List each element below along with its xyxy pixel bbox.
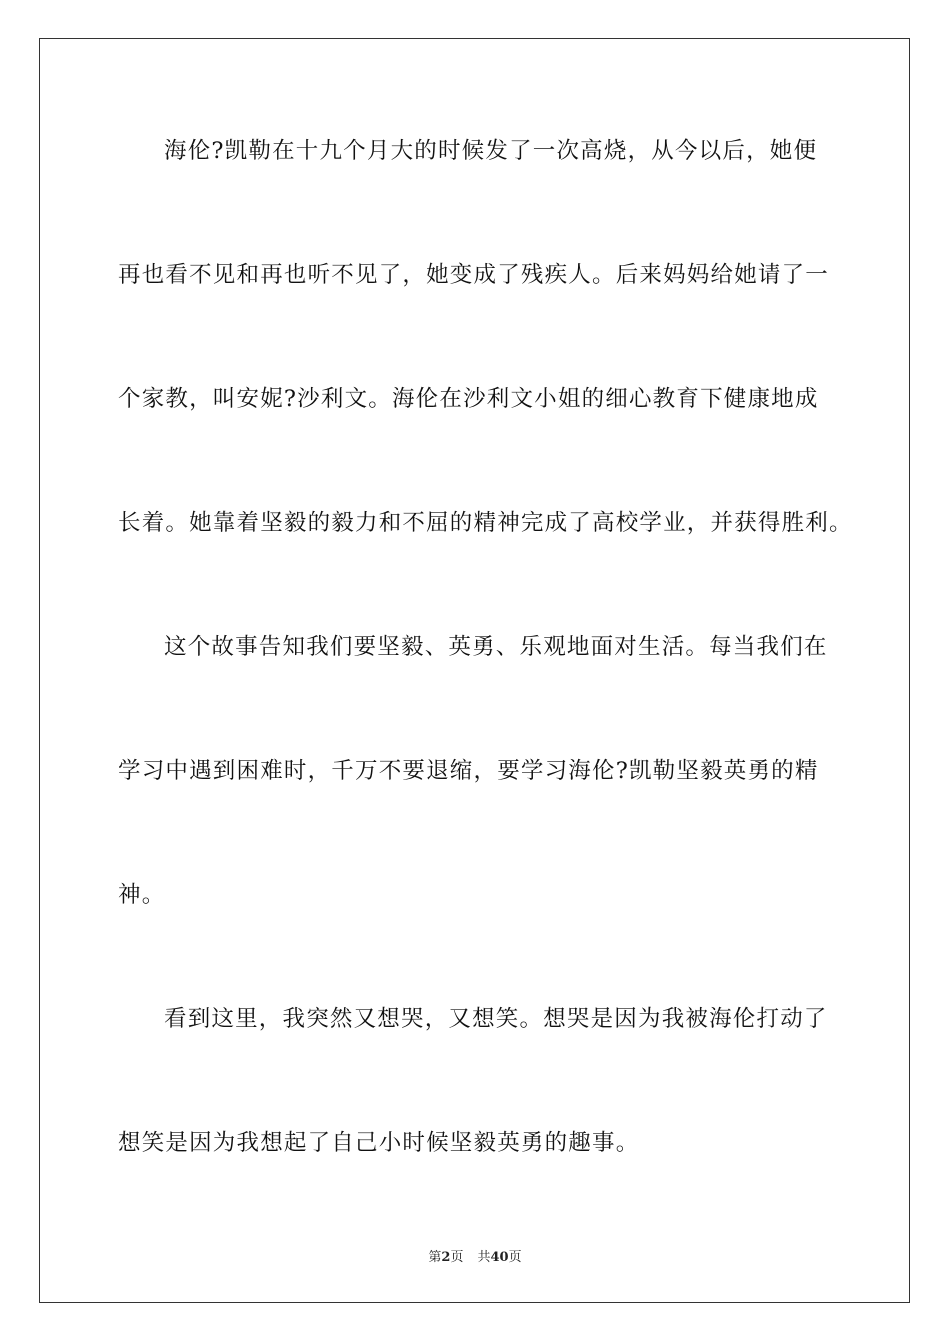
- page-footer: [0, 1246, 950, 1265]
- page-suffix: 页: [450, 1250, 464, 1265]
- paragraph-line: 看到这里，我突然又想哭，又想笑。想哭是因为我被海伦打动了: [164, 1006, 828, 1032]
- paragraph-line: 再也看不见和再也听不见了，她变成了残疾人。后来妈妈给她请了一: [118, 262, 830, 288]
- paragraph-line: 神。: [118, 882, 166, 908]
- paragraph-line: 长着。她靠着坚毅的毅力和不屈的精神完成了高校学业，并获得胜利。: [118, 510, 853, 536]
- total-suffix: 页: [508, 1250, 522, 1265]
- page-prefix: 第: [428, 1250, 442, 1265]
- page-frame: [39, 38, 910, 1303]
- paragraph-line: 个家教，叫安妮?沙利文。海伦在沙利文小姐的细心教育下健康地成: [118, 386, 819, 412]
- paragraph-line: 学习中遇到困难时，千万不要退缩，要学习海伦?凯勒坚毅英勇的精: [118, 758, 819, 784]
- paragraph-line: 想笑是因为我想起了自己小时候坚毅英勇的趣事。: [118, 1130, 640, 1156]
- page-number: 2: [441, 1250, 451, 1265]
- paragraph-line: 海伦?凯勒在十九个月大的时候发了一次高烧，从今以后，她便: [164, 138, 818, 164]
- paragraph-line: 这个故事告知我们要坚毅、英勇、乐观地面对生活。每当我们在: [164, 634, 828, 660]
- total-pages: 40: [490, 1250, 509, 1265]
- total-prefix: 共: [477, 1250, 491, 1265]
